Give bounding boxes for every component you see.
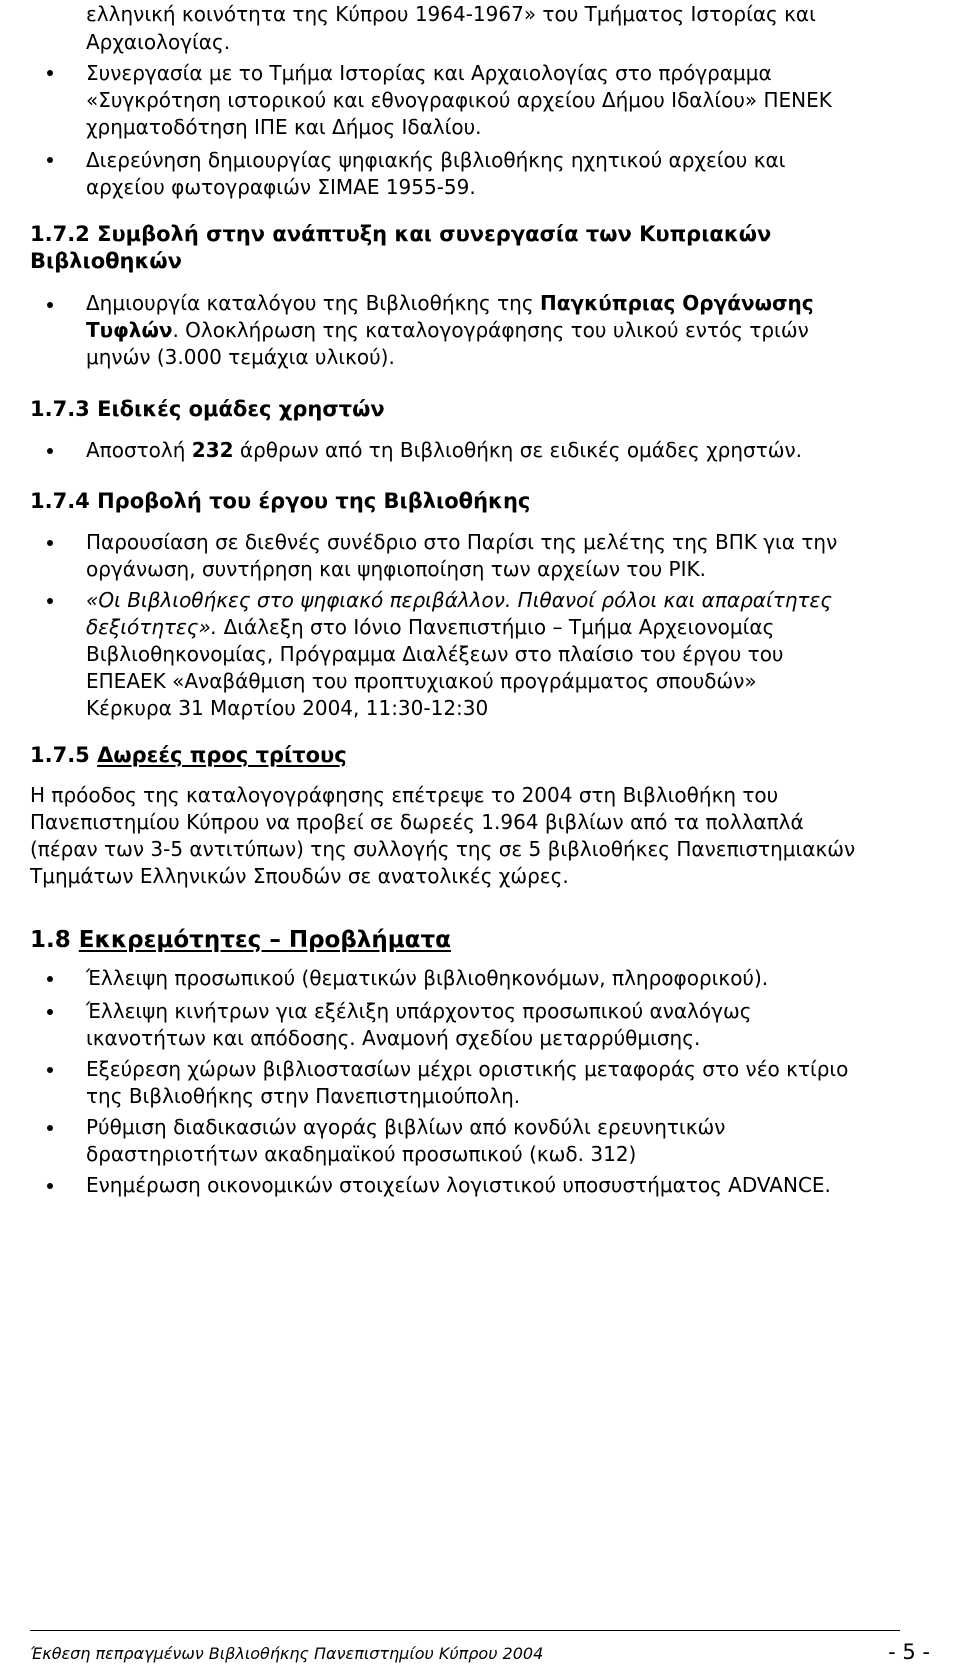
bullet-icon (47, 540, 53, 546)
bullet-icon (47, 1183, 53, 1189)
bullet-text-line: αρχείου φωτογραφιών ΣΙΜΑΕ 1955-59. (86, 175, 476, 199)
bullet-icon (47, 302, 53, 308)
bullet-text-line: χρηματοδότηση ΙΠΕ και Δήμος Ιδαλίου. (86, 115, 482, 139)
bullet-icon (47, 598, 53, 604)
bullet-text-line: Κέρκυρα 31 Μαρτίου 2004, 11:30-12:30 (86, 696, 489, 720)
bullet-icon (47, 1125, 53, 1131)
paragraph-line: Η πρόοδος της καταλογογράφησης επέτρεψε το 2004 στη Βιβλιοθήκη του (30, 783, 779, 807)
bullet-icon (47, 157, 53, 163)
bullet-text-line: Έλλειψη κινήτρων για εξέλιξη υπάρχοντος προσωπικού αναλόγως (86, 999, 752, 1023)
bullet-text-line: δραστηριοτήτων ακαδημαϊκού προσωπικού (κωδ. 312) (86, 1142, 637, 1166)
page-number: - 5 - (888, 1640, 930, 1664)
bullet-icon (47, 70, 53, 76)
footer-divider (30, 1630, 900, 1631)
footer-title: Έκθεση πεπραγμένων Βιβλιοθήκης Πανεπιστημίου Κύπρου 2004 (30, 1644, 544, 1663)
bullet-text-line: της Βιβλιοθήκης στην Πανεπιστημιούπολη. (86, 1084, 521, 1108)
bullet-text-line: Αποστολή 232 άρθρων από τη Βιβλιοθήκη σε ειδικές ομάδες χρηστών. (86, 438, 803, 462)
bullet-text-line: ικανοτήτων και απόδοσης. Αναμονή σχεδίου μεταρρύθμισης. (86, 1026, 701, 1050)
section-heading: 1.8 Εκκρεμότητες – Προβλήματα (30, 927, 451, 953)
paragraph-line: Τμημάτων Ελληνικών Σπουδών σε ανατολικές χώρες. (30, 864, 569, 888)
bullet-text-line: Βιβλιοθηκονομίας, Πρόγραμμα Διαλέξεων στο πλαίσιο του έργου του (86, 642, 784, 666)
bullet-text-line: Συνεργασία με το Τμήμα Ιστορίας και Αρχαιολογίας στο πρόγραμμα (86, 61, 772, 85)
bullet-text-line: Διερεύνηση δημιουργίας ψηφιακής βιβλιοθήκης ηχητικού αρχείου και (86, 148, 786, 172)
bullet-text-line: Τυφλών. Ολοκλήρωση της καταλογογράφησης του υλικού εντός τριών (86, 318, 809, 342)
bullet-text-line: Ενημέρωση οικονομικών στοιχείων λογιστικού υποσυστήματος ADVANCE. (86, 1173, 831, 1197)
bullet-text-line: ΕΠΕΑΕΚ «Αναβάθμιση του προπτυχιακού προγράμματος σπουδών» (86, 669, 757, 693)
section-heading: 1.7.5 Δωρεές προς τρίτους (30, 743, 347, 767)
bullet-text-line: «Οι Βιβλιοθήκες στο ψηφιακό περιβάλλον. Πιθανοί ρόλοι και απαραίτητες (86, 588, 833, 612)
bullet-text-line: Δημιουργία καταλόγου της Βιβλιοθήκης της Παγκύπριας Οργάνωσης (86, 291, 814, 315)
section-heading: 1.7.3 Ειδικές ομάδες χρηστών (30, 397, 385, 421)
bullet-text-line: δεξιότητες». Διάλεξη στο Ιόνιο Πανεπιστήμιο – Τμήμα Αρχειονομίας (86, 615, 775, 639)
bullet-text-line: Εξεύρεση χώρων βιβλιοστασίων μέχρι οριστικής μεταφοράς στο νέο κτίριο (86, 1057, 849, 1081)
paragraph-line: Πανεπιστημίου Κύπρου να προβεί σε δωρεές 1.964 βιβλίων από τα πολλαπλά (30, 810, 804, 834)
section-heading: 1.7.2 Συμβολή στην ανάπτυξη και συνεργασία των Κυπριακών (30, 222, 772, 246)
bullet-icon (47, 448, 53, 454)
bullet-text-line: «Συγκρότηση ιστορικού και εθνογραφικού αρχείου Δήμου Ιδαλίου» ΠΕΝΕΚ (86, 88, 832, 112)
paragraph-line: Αρχαιολογίας. (86, 30, 231, 54)
bullet-icon (47, 976, 53, 982)
paragraph-line: (πέραν των 3-5 αντιτύπων) της συλλογής της σε 5 βιβλιοθήκες Πανεπιστημιακών (30, 837, 856, 861)
section-heading: Βιβλιοθηκών (30, 249, 182, 273)
bullet-icon (47, 1009, 53, 1015)
bullet-text-line: Παρουσίαση σε διεθνές συνέδριο στο Παρίσι της μελέτης της ΒΠΚ για την (86, 530, 838, 554)
bullet-text-line: μηνών (3.000 τεμάχια υλικού). (86, 345, 395, 369)
bullet-icon (47, 1067, 53, 1073)
section-heading: 1.7.4 Προβολή του έργου της Βιβλιοθήκης (30, 489, 531, 513)
paragraph-line: ελληνική κοινότητα της Κύπρου 1964-1967» του Τμήματος Ιστορίας και (86, 2, 816, 26)
bullet-text-line: οργάνωση, συντήρηση και ψηφιοποίηση των αρχείων του ΡΙΚ. (86, 557, 706, 581)
bullet-text-line: Ρύθμιση διαδικασιών αγοράς βιβλίων από κονδύλι ερευνητικών (86, 1115, 726, 1139)
bullet-text-line: Έλλειψη προσωπικού (θεματικών βιβλιοθηκονόμων, πληροφορικού). (86, 966, 769, 990)
